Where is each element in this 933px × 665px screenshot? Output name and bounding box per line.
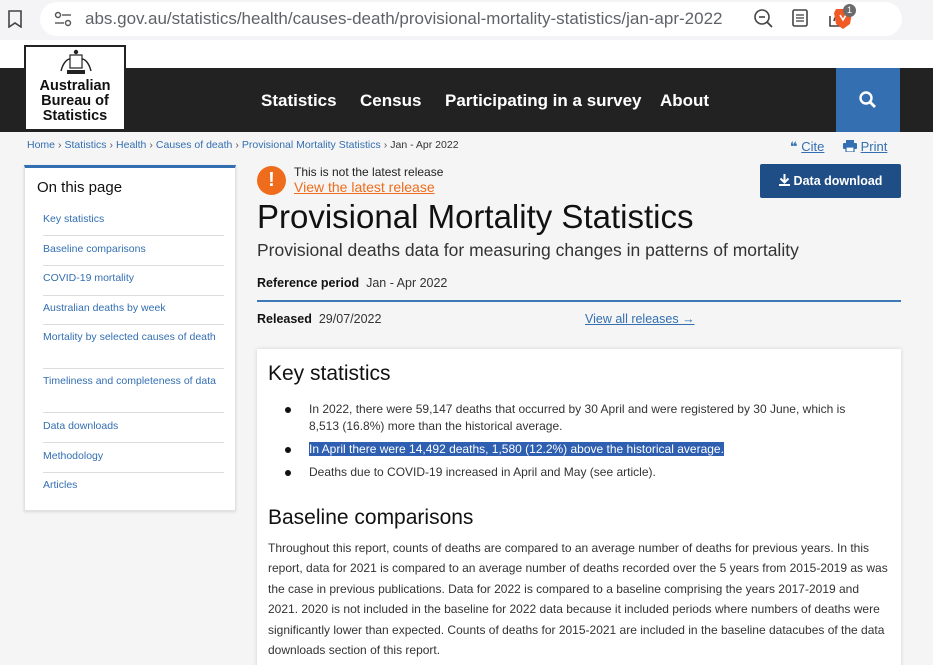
breadcrumb-current: Jan - Apr 2022 [390,139,459,151]
title-divider [257,300,901,302]
sidebar-item-covid-19-mortality[interactable]: COVID-19 mortality [43,271,224,296]
breadcrumb-separator: › [149,139,153,151]
bullet-marker [285,407,291,413]
sidebar-item-timeliness[interactable]: Timeliness and completeness of data [43,374,224,413]
page-title: Provisional Mortality Statistics [257,198,694,235]
extension-badge: 1 [843,4,856,17]
breadcrumb-causes-of-death[interactable]: Causes of death [155,139,233,151]
key-statistic-1: In 2022, there were 59,147 deaths that occurred by 30 April and were registered by 30 June, which is 8,513 (16.8%) more than the historical average. [309,402,846,433]
coat-of-arms-icon [56,49,96,79]
key-statistics-heading: Key statistics [268,362,391,385]
baseline-comparisons-heading: Baseline comparisons [268,506,474,529]
release-date [257,312,381,326]
cite-link[interactable] [790,139,824,155]
breadcrumb-home[interactable]: Home [27,139,56,151]
cite-label: Cite [801,139,825,154]
site-settings-icon[interactable] [54,11,72,27]
quote-icon: ❝ [790,139,798,154]
breadcrumb [27,139,459,151]
nav-statistics[interactable]: Statistics [261,91,337,110]
reference-period-label: Reference period [257,276,360,290]
print-label: Print [860,139,888,154]
sidebar-item-methodology[interactable]: Methodology [43,449,224,473]
logo-line-1: Australian [39,78,111,94]
data-download-label: Data download [793,174,883,188]
key-statistic-3: Deaths due to COVID-19 increased in April and May (see article). [309,465,656,479]
nav-participating-in-a-survey[interactable]: Participating in a survey [445,91,642,110]
breadcrumb-health[interactable]: Health [116,139,147,151]
breadcrumb-separator: › [383,139,388,151]
zoom-icon[interactable] [752,7,774,29]
page-subtitle: Provisional deaths data for measuring changes in patterns of mortality [257,240,799,260]
breadcrumb-provisional-mortality[interactable]: Provisional Mortality Statistics [241,139,381,151]
baseline-comparisons-text: Throughout this report, counts of deaths are compared to an average number of deaths for previous years. In this report, data for 2021 is compared to an average number of deaths recorded over the 5 years from 2015-2019 as was the case in previous publications. Data for 2022 is compared to a baseline comprising the years 2017-2019 and 2021. 2020 is not included in the baseline for 2022 data because it included periods where numbers of deaths were significantly lower than expected. Counts of deaths for 2015-2021 are included in the baseline datacubes of the data downloads section of this report. [268,541,888,658]
breadcrumb-separator: › [109,139,114,151]
nav-census[interactable]: Census [360,91,422,110]
key-statistic-2 [309,441,869,458]
warning-icon: ! [257,166,286,195]
view-latest-release-link[interactable]: View the latest release [294,179,435,195]
not-latest-notice: This is not the latest release [294,165,444,179]
download-icon [779,174,790,186]
view-all-releases-link[interactable] [585,312,695,326]
sidebar-item-mortality-by-cause[interactable]: Mortality by selected causes of death [43,330,224,369]
search-button[interactable] [836,68,900,132]
reader-mode-icon[interactable] [789,7,811,29]
breadcrumb-separator: › [235,139,239,151]
search-icon [858,90,878,110]
logo-line-3: Statistics [42,108,108,124]
reference-period [257,276,447,290]
header-edge [900,68,933,132]
sidebar-item-articles[interactable]: Articles [43,479,78,491]
released-label: Released [257,312,312,326]
sidebar-item-data-downloads[interactable]: Data downloads [43,419,224,443]
url-text[interactable]: abs.gov.au/statistics/health/causes-death/provisional-mortality-statistics/jan-apr-2022 [85,9,723,28]
breadcrumb-separator: › [58,139,62,151]
bullet-marker [285,470,291,476]
abs-logo[interactable] [24,45,126,131]
released-value: 29/07/2022 [318,312,382,326]
on-this-page-title: On this page [37,179,123,196]
header-top-strip [0,40,933,68]
arrow-right-icon: → [682,312,695,326]
breadcrumb-statistics[interactable]: Statistics [64,139,107,151]
on-this-page-panel [24,165,236,511]
reference-period-value: Jan - Apr 2022 [366,276,448,290]
browser-toolbar [0,0,933,40]
nav-about[interactable]: About [660,91,710,110]
data-download-button[interactable] [760,164,901,198]
selected-text[interactable]: In April there were 14,492 deaths, 1,580 (12.2%) above the historical average. [309,442,724,456]
sidebar-item-baseline-comparisons[interactable]: Baseline comparisons [43,242,224,266]
sidebar-item-deaths-by-week[interactable]: Australian deaths by week [43,301,224,325]
logo-line-2: Bureau of [41,93,109,109]
printer-icon [843,140,857,152]
bullet-marker [285,447,291,453]
sidebar-item-key-statistics[interactable]: Key statistics [43,212,224,236]
view-all-releases-label: View all releases [585,312,679,326]
print-link[interactable] [843,139,887,154]
bookmark-icon[interactable] [8,10,22,28]
